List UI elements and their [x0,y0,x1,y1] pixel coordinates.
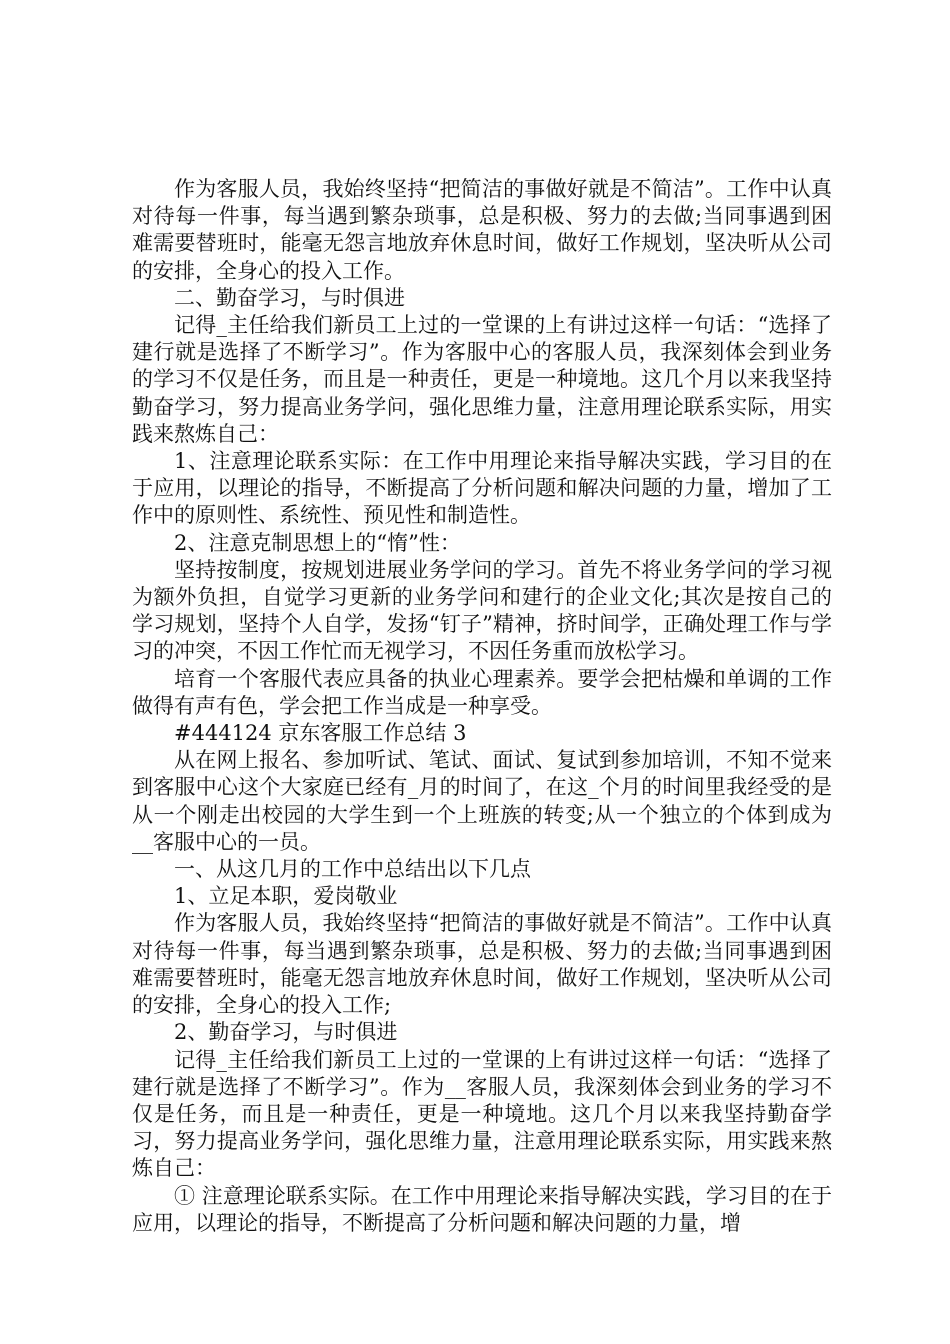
paragraph: 从在网上报名、参加听试、笔试、面试、复试到参加培训，不知不觉来到客服中心这个大家庭已经有_月的时间了，在这_个月的时间里我经受的是从一个刚走出校园的大学生到一个上班族的转变;从一个独立的个体到成为__客服中心的一员。 [132,748,832,854]
section-heading: 二、勤奋学习，与时俱进 [174,285,405,310]
section-heading: 一、从这几月的工作中总结出以下几点 [174,857,531,882]
paragraph: 1、注意理论联系实际：在工作中用理论来指导解决实践，学习目的在于应用，以理论的指导，不断提高了分析问题和解决问题的力量，增加了工作中的原则性、系统性、预见性和制造性。 [132,449,832,528]
paragraph: 培育一个客服代表应具备的执业心理素养。要学会把枯燥和单调的工作做得有声有色，学会把工作当成是一种享受。 [132,666,832,718]
sub-heading: 2、注意克制思想上的“惰”性： [174,530,461,555]
document-title: #444124 京东客服工作总结 3 [174,721,467,746]
paragraph: 作为客服人员，我始终坚持“把简洁的事做好就是不简洁”。工作中认真对待每一件事，每当遇到繁杂琐事，总是积极、努力的去做;当同事遇到困难需要替班时，能毫无怨言地放弃休息时间，做好工作规划，坚决听从公司的安排，全身心的投入工作。 [132,177,832,283]
paragraph: ① 注意理论联系实际。在工作中用理论来指导解决实践，学习目的在于应用，以理论的指导，不断提高了分析问题和解决问题的力量，增 [132,1183,832,1235]
paragraph: 作为客服人员，我始终坚持“把简洁的事做好就是不简洁”。工作中认真对待每一件事，每当遇到繁杂琐事，总是积极、努力的去做;当同事遇到困难需要替班时，能毫无怨言地放弃休息时间，做好工作规划，坚决听从公司的安排，全身心的投入工作; [132,911,832,1018]
sub-heading: 2、勤奋学习，与时俱进 [174,1020,398,1045]
paragraph: 记得_主任给我们新员工上过的一堂课的上有讲过这样一句话：“选择了建行就是选择了不断学习”。作为客服中心的客服人员，我深刻体会到业务的学习不仅是任务，而且是一种责任，更是一种境地。这几个月以来我坚持勤奋学习，努力提高业务学问，强化思维力量，注意用理论联系实际，用实践来熬炼自己： [132,313,832,446]
paragraph: 记得_主任给我们新员工上过的一堂课的上有讲过这样一句话：“选择了建行就是选择了不断学习”。作为__客服人员，我深刻体会到业务的学习不仅是任务，而且是一种责任，更是一种境地。这几个月以来我坚持勤奋学习，努力提高业务学问，强化思维力量，注意用理论联系实际，用实践来熬炼自己： [132,1047,832,1181]
document-body [132,176,832,1237]
sub-heading: 1、立足本职，爱岗敬业 [174,884,398,909]
paragraph: 坚持按制度，按规划进展业务学问的学习。首先不将业务学问的学习视为额外负担，自觉学习更新的业务学问和建行的企业文化;其次是按自己的学习规划，坚持个人自学，发扬“钉子”精神，挤时间学，正确处理工作与学习的冲突，不因工作忙而无视学习，不因任务重而放松学习。 [132,557,832,664]
